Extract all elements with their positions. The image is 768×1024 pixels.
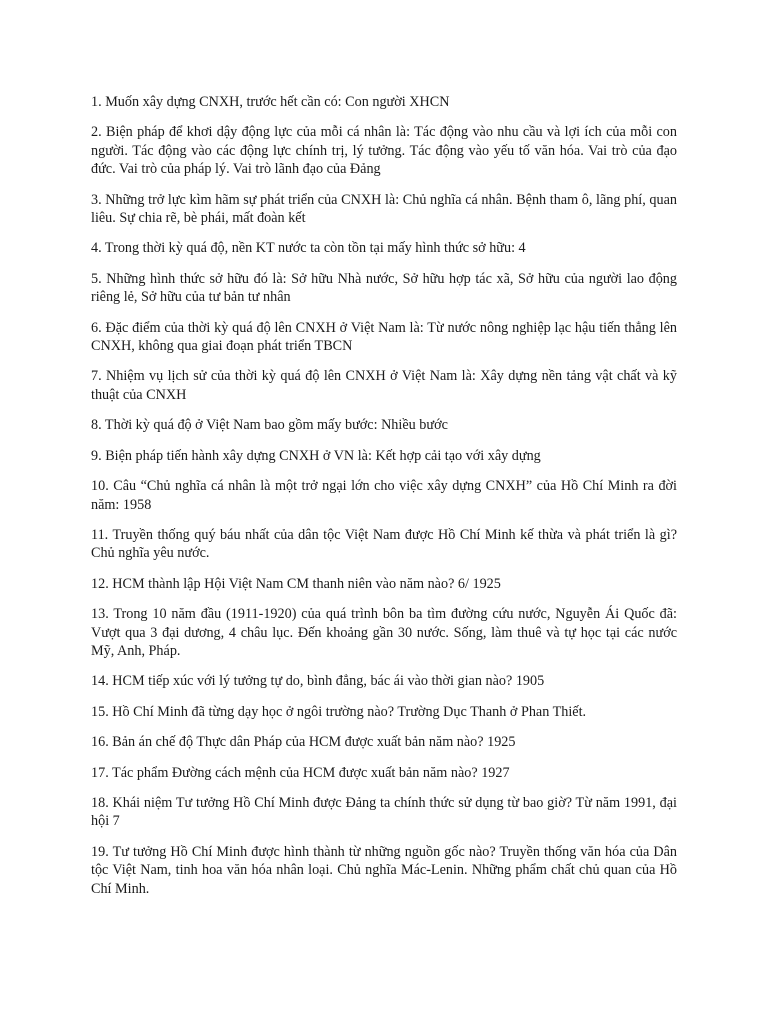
question-16: 16. Bản án chế độ Thực dân Pháp của HCM được xuất bản năm nào? 1925 bbox=[91, 734, 516, 751]
question-5: 5. Những hình thức sở hữu đó là: Sở hữu Nhà nước, Sở hữu hợp tác xã, Sở hữu của người lao động riêng lẻ, Sở hữu của tư bản tư nhân bbox=[91, 270, 677, 306]
question-12: 12. HCM thành lập Hội Việt Nam CM thanh niên vào năm nào? 6/ 1925 bbox=[91, 575, 501, 592]
question-6: 6. Đặc điểm của thời kỳ quá độ lên CNXH ở Việt Nam là: Từ nước nông nghiệp lạc hậu tiến thẳng lên CNXH, không qua giai đoạn phát triển TBCN bbox=[91, 319, 677, 355]
question-11: 11. Truyền thống quý báu nhất của dân tộc Việt Nam được Hồ Chí Minh kế thừa và phát triển là gì? Chủ nghĩa yêu nước. bbox=[91, 526, 677, 562]
question-3: 3. Những trở lực kìm hãm sự phát triển của CNXH là: Chủ nghĩa cá nhân. Bệnh tham ô, lãng phí, quan liêu. Sự chia rẽ, bè phái, mất đoàn kết bbox=[91, 191, 677, 227]
document-page bbox=[91, 93, 677, 910]
question-10: 10. Câu “Chủ nghĩa cá nhân là một trở ngại lớn cho việc xây dựng CNXH” của Hồ Chí Minh ra đời năm: 1958 bbox=[91, 478, 677, 513]
question-8: 8. Thời kỳ quá độ ở Việt Nam bao gồm mấy bước: Nhiều bước bbox=[91, 417, 448, 434]
question-14: 14. HCM tiếp xúc với lý tưởng tự do, bình đẳng, bác ái vào thời gian nào? 1905 bbox=[91, 673, 545, 690]
question-15: 15. Hồ Chí Minh đã từng dạy học ở ngôi trường nào? Trường Dục Thanh ở Phan Thiết. bbox=[91, 703, 587, 720]
question-17: 17. Tác phẩm Đường cách mệnh của HCM được xuất bản năm nào? 1927 bbox=[91, 764, 510, 781]
question-19: 19. Tư tưởng Hồ Chí Minh được hình thành từ những nguồn gốc nào? Truyền thống văn hóa của Dân tộc Việt Nam, tinh hoa văn hóa nhân loại. Chủ nghĩa Mác-Lenin. Những phẩm chất chủ quan của Hồ Chí Minh. bbox=[91, 843, 677, 897]
question-13: 13. Trong 10 năm đầu (1911-1920) của quá trình bôn ba tìm đường cứu nước, Nguyễn Ái Quốc đã: Vượt qua 3 đại dương, 4 châu lục. Đến khoảng gần 30 nước. Sống, làm thuê và tự học tại các nước Mỹ, Anh, Pháp. bbox=[91, 606, 677, 659]
question-4: 4. Trong thời kỳ quá độ, nền KT nước ta còn tồn tại mấy hình thức sở hữu: 4 bbox=[91, 240, 526, 257]
question-1: 1. Muốn xây dựng CNXH, trước hết cần có: Con người XHCN bbox=[91, 94, 450, 110]
question-9: 9. Biện pháp tiến hành xây dựng CNXH ở VN là: Kết hợp cải tạo với xây dựng bbox=[91, 447, 541, 464]
question-2: 2. Biện pháp để khơi dậy động lực của mỗi cá nhân là: Tác động vào nhu cầu và lợi ích của mỗi con người. Tác động vào các động lực chính trị, lý tưởng. Tác động vào yếu tố văn hóa. Vai trò của đạo đức. Vai trò của pháp lý. Vai trò lãnh đạo của Đảng bbox=[91, 124, 677, 178]
question-7: 7. Nhiệm vụ lịch sử của thời kỳ quá độ lên CNXH ở Việt Nam là: Xây dựng nền tảng vật chất và kỹ thuật của CNXH bbox=[91, 368, 677, 403]
question-18: 18. Khái niệm Tư tưởng Hồ Chí Minh được Đảng ta chính thức sử dụng từ bao giờ? Từ năm 1991, đại hội 7 bbox=[91, 794, 677, 830]
